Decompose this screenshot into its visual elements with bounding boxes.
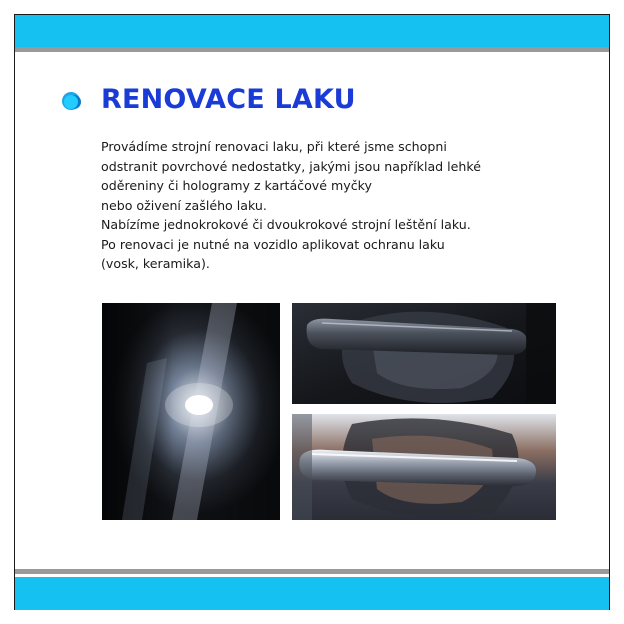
description-paragraph: [101, 137, 541, 274]
description-line: Nabízíme jednokrokové či dvoukrokové strojní leštění laku.: [101, 217, 471, 232]
circle-bullet-icon: [62, 92, 82, 112]
description-line: (vosk, keramika).: [101, 256, 210, 271]
door-handle-before-photo: [292, 303, 556, 404]
top-gray-stripe: [15, 47, 609, 52]
description-line: oděreniny či hologramy z kartáčové myčky: [101, 178, 372, 193]
description-line: Po renovaci je nutné na vozidlo aplikovat ochranu laku: [101, 236, 445, 252]
description-line: nebo oživení zašlého laku.: [101, 197, 267, 213]
polishing-light-photo: [102, 303, 280, 520]
description-line: odstranit povrchové nedostatky, jakými jsou například lehké: [101, 158, 482, 174]
top-accent-bar: [15, 15, 609, 48]
bottom-accent-bar: [15, 577, 609, 610]
door-handle-after-photo: [292, 414, 556, 520]
bottom-gray-stripe: [15, 569, 609, 574]
page-title: RENOVACE LAKU: [101, 84, 356, 115]
description-line: Provádíme strojní renovaci laku, při které jsme schopni: [101, 139, 447, 154]
